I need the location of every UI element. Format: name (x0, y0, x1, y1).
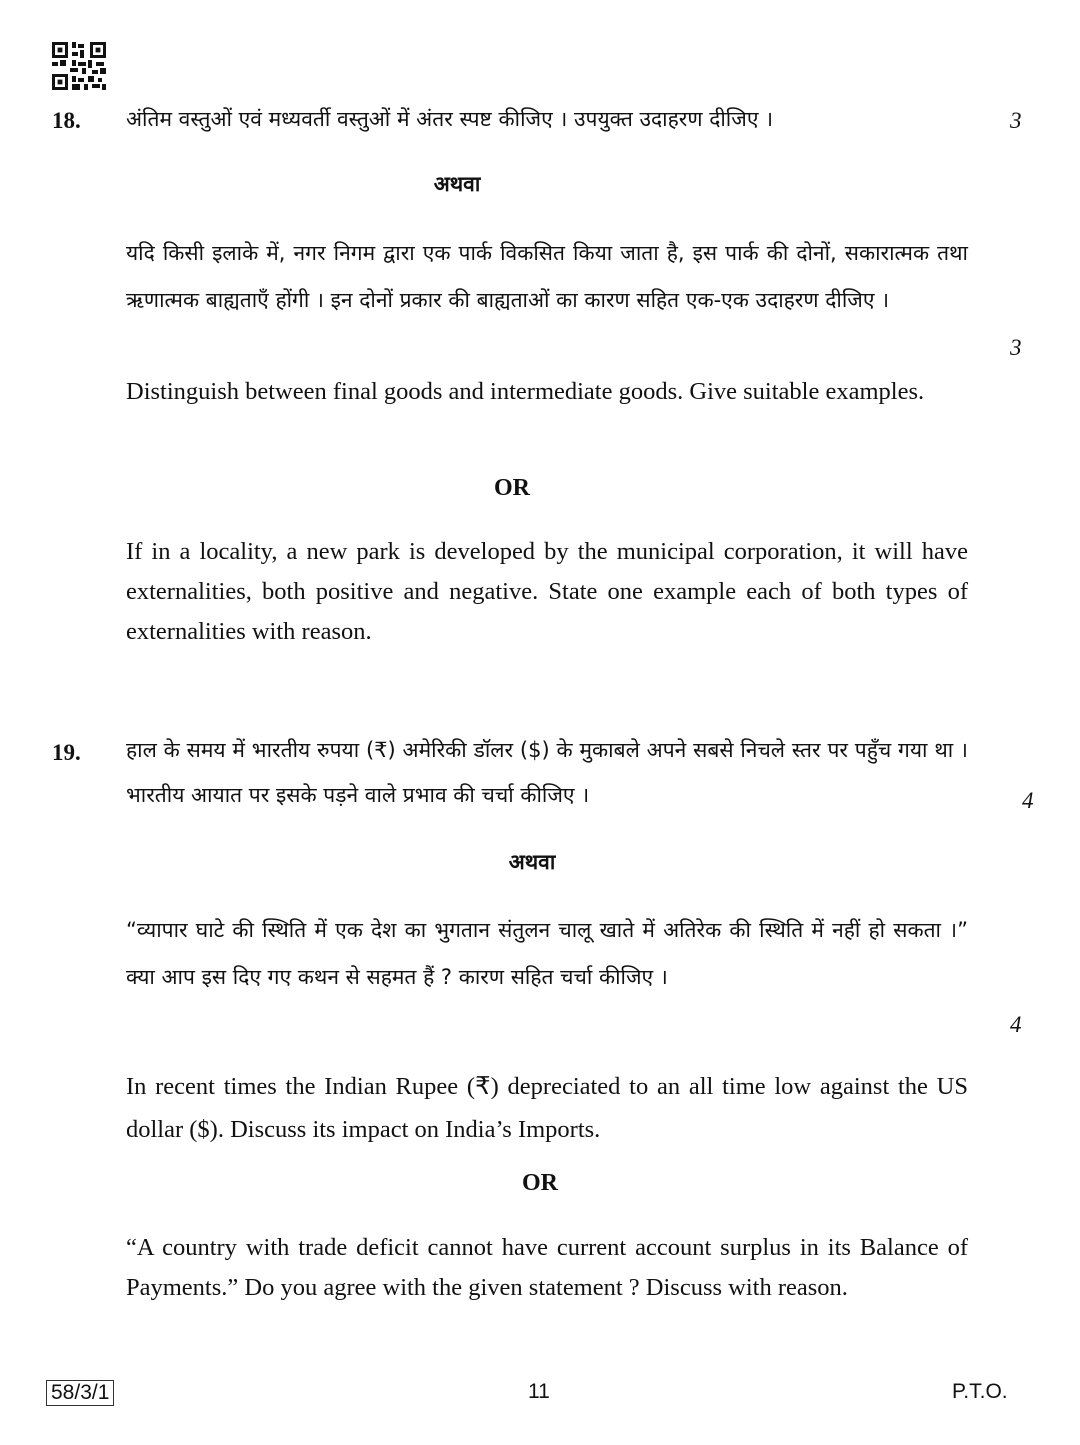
question-number: 19. (52, 740, 81, 765)
question-text-hindi: हाल के समय में भारतीय रुपया (₹) अमेरिकी डॉलर ($) के मुकाबले अपने सबसे निचले स्तर पर पहुँच गया था । भारतीय आयात पर इसके पड़ने वाले प्रभाव की चर्चा कीजिए । (126, 738, 968, 807)
question-number: 18. (52, 108, 81, 133)
alternative-question-hindi: यदि किसी इलाके में, नगर निगम द्वारा एक पार्क विकसित किया जाता है, इस पार्क की दोनों, सकारात्मक तथा ऋणात्मक बाह्यताएँ होंगी । इन दोनों प्रकार की बाह्यताओं का कारण सहित एक-एक उदाहरण दीजिए । (126, 241, 968, 312)
or-divider-hindi: अथवा (508, 850, 556, 874)
question-text-english: In recent times the Indian Rupee (₹) depreciated to an all time low against the US dollar ($). Discuss its impact on India’s Imports. (126, 1073, 968, 1143)
marks: 4 (1022, 788, 1034, 813)
marks: 3 (1010, 108, 1022, 133)
marks: 4 (1010, 1012, 1022, 1037)
page-number: 11 (528, 1380, 550, 1403)
question-text-english: Distinguish between final goods and intermediate goods. Give suitable examples. (126, 378, 925, 405)
alternative-question-english: “A country with trade deficit cannot have current account surplus in its Balance of Payments.” Do you agree with the given statement ? Discuss with reason. (126, 1234, 968, 1301)
qr-code-icon (52, 42, 106, 90)
alternative-question-english: If in a locality, a new park is developed by the municipal corporation, it will have externalities, both positive and negative. State one example each of both types of externalities with reason. (126, 538, 968, 645)
or-divider: OR (522, 1170, 558, 1196)
question-text-hindi: अंतिम वस्तुओं एवं मध्यवर्ती वस्तुओं में अंतर स्पष्ट कीजिए । उपयुक्त उदाहरण दीजिए । (126, 107, 774, 131)
pto-label: P.T.O. (952, 1380, 1008, 1403)
alternative-question-hindi: “व्यापार घाटे की स्थिति में एक देश का भुगतान संतुलन चालू खाते में अतिरेक की स्थिति में नहीं हो सकता ।” क्या आप इस दिए गए कथन से सहमत हैं ? कारण सहित चर्चा कीजिए । (126, 918, 968, 989)
or-divider-hindi: अथवा (433, 172, 481, 196)
or-divider: OR (494, 475, 530, 501)
paper-code: 58/3/1 (46, 1380, 114, 1406)
marks: 3 (1010, 335, 1022, 360)
